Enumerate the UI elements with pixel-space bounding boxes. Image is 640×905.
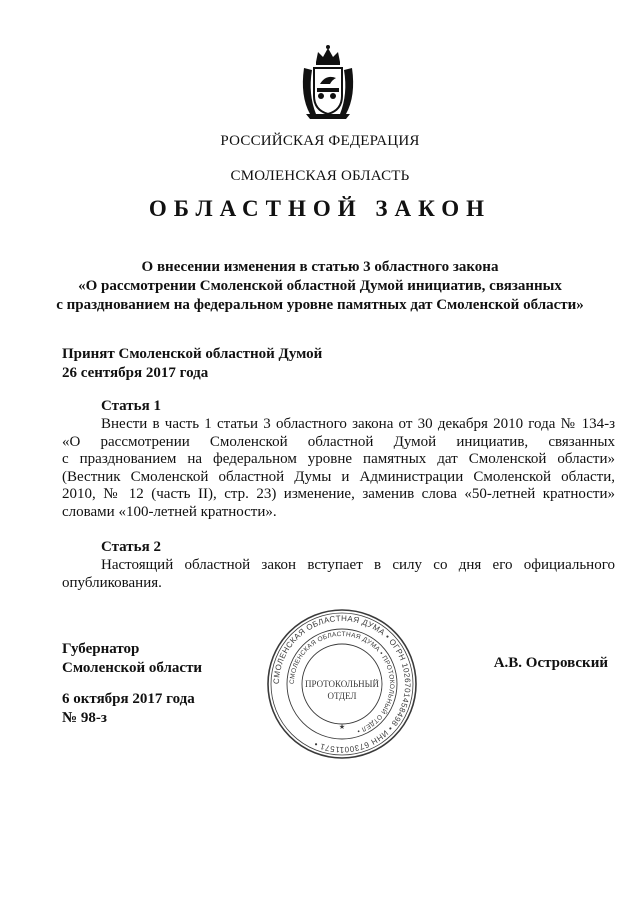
law-title-line: с празднованием на федеральном уровне памятных дат Смоленской области» <box>56 297 584 313</box>
stamp-outer-ring-text: СМОЛЕНСКАЯ ОБЛАСТНАЯ ДУМА • ОГРН 1026701458498 • ИНН 6730011571 • <box>271 613 413 755</box>
adoption-note <box>62 345 322 383</box>
stamp-center-line: ОТДЕЛ <box>327 691 357 701</box>
article-2-line: опубликования. <box>62 574 162 591</box>
stamp-inner-ring-text: СМОЛЕНСКАЯ ОБЛАСТНАЯ ДУМА • ПРОТОКОЛЬНЫЙ ОТДЕЛ • <box>288 630 396 735</box>
signatory-name: А.В. Островский <box>493 655 608 671</box>
article-2-line: Настоящий областной закон вступает в силу со дня его официального <box>101 557 615 573</box>
adoption-date: 26 сентября 2017 года <box>62 365 209 381</box>
adoption-body: Принят Смоленской областной Думой <box>62 346 323 362</box>
signatory-title-line: Губернатор <box>62 641 140 657</box>
law-title-line: О внесении изменения в статью 3 областного закона <box>141 259 499 275</box>
signing-date: 6 октября 2017 года <box>62 691 195 707</box>
signatory-title <box>62 640 202 678</box>
article-2-heading: Статья 2 <box>101 539 161 555</box>
document-type-heading: ОБЛАСТНОЙ ЗАКОН <box>148 196 492 221</box>
official-stamp-icon <box>265 607 419 761</box>
country-heading: РОССИЙСКАЯ ФЕДЕРАЦИЯ <box>220 133 420 149</box>
law-title-line: «О рассмотрении Смоленской областной Думой инициатив, связанных <box>78 278 562 294</box>
article-1-heading: Статья 1 <box>101 398 161 414</box>
article-1-line: с празднованием на федеральном уровне памятных дат Смоленской области» <box>62 451 615 467</box>
article-1-line: Внести в часть 1 статьи 3 областного закона от 30 декабря 2010 года № 134-з <box>101 416 615 432</box>
coat-of-arms-icon <box>296 44 360 120</box>
article-1-line: «О рассмотрении Смоленской областной Думой инициатив, связанных <box>62 433 615 450</box>
law-title <box>0 258 640 315</box>
svg-text:★: ★ <box>338 723 346 731</box>
stamp-center-line: ПРОТОКОЛЬНЫЙ <box>305 679 379 689</box>
article-1-line: (Вестник Смоленской областной Думы и Администрации Смоленской области, <box>62 468 615 485</box>
signing-details <box>62 690 195 728</box>
article-1-line: словами «100-летней кратности». <box>62 503 277 520</box>
region-heading: СМОЛЕНСКАЯ ОБЛАСТЬ <box>230 168 410 184</box>
article-2-text <box>62 557 615 592</box>
article-1-line: 2010, № 12 (часть II), стр. 23) изменение, заменив слова «50-летней кратности» <box>62 486 615 502</box>
law-number: № 98-з <box>62 710 107 726</box>
signatory-title-line: Смоленской области <box>62 660 203 676</box>
article-1-text <box>62 416 615 521</box>
